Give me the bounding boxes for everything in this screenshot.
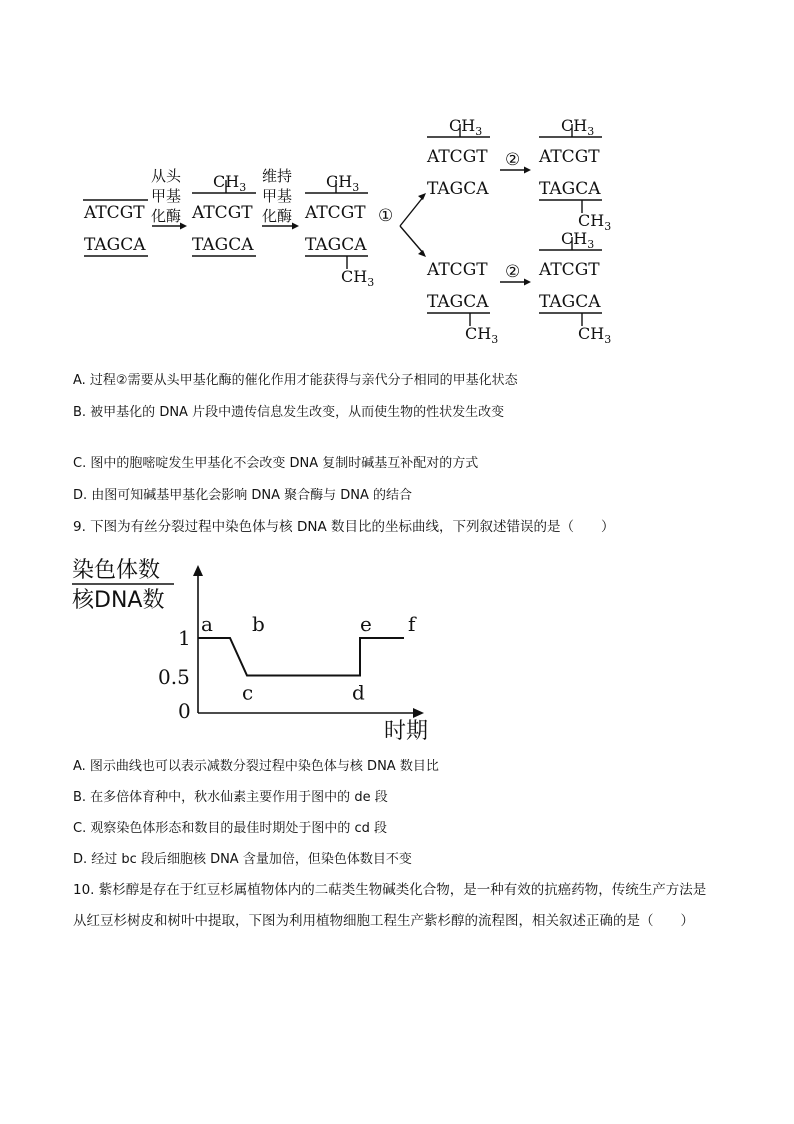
q9-stem: 9. 下图为有丝分裂过程中染色体与核 DNA 数目比的坐标曲线，下列叙述错误的是（ ） [73,519,615,535]
strand-top-1: ATCGT [84,203,145,223]
step-1-label: ① [378,206,394,226]
point-label-b: b [252,612,265,636]
q9-option-a: A. 图示曲线也可以表示减数分裂过程中染色体与核 DNA 数目比 [73,759,439,774]
methyl-label: $CH_3$ [578,324,612,346]
point-label-a: a [201,612,213,636]
enzyme-maintain-label: 化酶 [262,207,293,225]
enzyme-maintain-label: 甲基 [262,187,293,205]
q10-stem-line-1: 10. 紫杉醇是存在于红豆杉属植物体内的二萜类生物碱类化合物，是一种有效的抗癌药物，传统生产方法是 [73,882,707,898]
q8-option-c: C. 图中的胞嘧啶发生甲基化不会改变 DNA 复制时碱基互补配对的方式 [73,456,479,471]
q8-option-d: D. 由图可知碱基甲基化会影响 DNA 聚合酶与 DNA 的结合 [73,488,413,503]
methyl-label: $CH_3$ [449,116,483,138]
ratio-chart [60,548,460,748]
point-label-c: c [242,680,254,705]
strand-top-4: ATCGT [427,147,488,167]
strand-top-3: ATCGT [305,203,366,223]
chart-ytick: 1 [178,626,191,650]
methyl-label: $CH_3$ [561,116,595,138]
methyl-label: $CH_3$ [465,324,499,346]
point-label-f: f [408,612,416,636]
enzyme-denovo-label: 从头 [151,167,182,185]
methyl-label: $CH_3$ [578,211,612,233]
chart-ytick: 0 [178,699,191,723]
enzyme-denovo-label: 化酶 [151,207,182,225]
strand-bottom-3: TAGCA [305,235,367,255]
q8-option-b: B. 被甲基化的 DNA 片段中遗传信息发生改变，从而使生物的性状发生改变 [73,405,505,420]
chart-ytick: 0.5 [158,665,190,689]
strand-bottom-2: TAGCA [192,235,254,255]
strand-bottom-6: TAGCA [427,292,489,312]
strand-bottom-1: TAGCA [84,235,146,255]
enzyme-denovo-label: 甲基 [151,187,182,205]
methyl-label: $CH_3$ [326,172,360,194]
q9-option-b: B. 在多倍体育种中，秋水仙素主要作用于图中的 de 段 [73,790,388,805]
chart-ylabel-top: 染色体数 [72,558,161,583]
strand-bottom-7: TAGCA [539,292,601,312]
strand-top-2: ATCGT [192,203,253,223]
strand-top-6: ATCGT [427,260,488,280]
strand-bottom-5: TAGCA [539,179,601,199]
point-label-d: d [352,680,365,705]
strand-top-7: ATCGT [539,260,600,280]
q9-option-d: D. 经过 bc 段后细胞核 DNA 含量加倍，但染色体数目不变 [73,852,412,867]
methyl-label: $CH_3$ [341,267,375,289]
chart-x-arrow [413,708,424,718]
q8-option-a: A. 过程②需要从头甲基化酶的催化作用才能获得与亲代分子相同的甲基化状态 [73,373,518,388]
strand-bottom-4: TAGCA [427,179,489,199]
methyl-label: $CH_3$ [561,229,595,251]
chart-y-arrow [193,565,203,576]
step-2-label: ② [505,262,521,282]
point-label-e: e [360,612,372,636]
methyl-label: $CH_3$ [213,172,247,194]
chart-series-line [198,638,404,676]
chart-xlabel: 时期 [384,719,429,744]
q10-stem-line-2: 从红豆杉树皮和树叶中提取，下图为利用植物细胞工程生产紫杉醇的流程图，相关叙述正确的是（ ） [73,913,694,929]
q9-option-c: C. 观察染色体形态和数目的最佳时期处于图中的 cd 段 [73,821,388,836]
enzyme-maintain-label: 维持 [262,167,293,185]
chart-ylabel-bottom: 核DNA数 [72,588,165,613]
methylation-diagram [0,0,794,360]
step-2-label: ② [505,150,521,170]
strand-top-5: ATCGT [539,147,600,167]
